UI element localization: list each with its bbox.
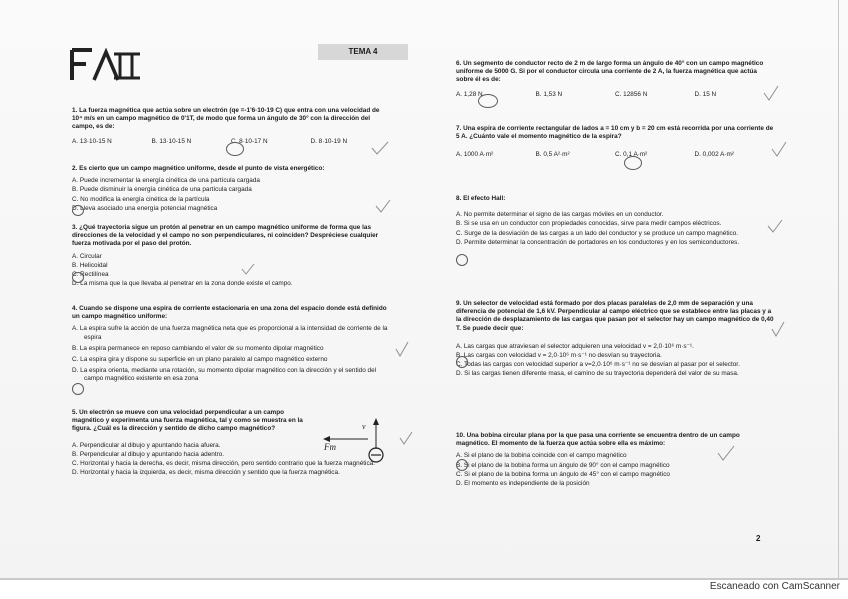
faculty-logo-icon: [70, 48, 142, 82]
question-3: [72, 224, 390, 289]
q1-option-b[interactable]: B. 13·10-15 N: [151, 137, 192, 145]
q2-option-c[interactable]: C. No modifica la energía cinética de la partícula: [72, 195, 210, 203]
question-1-text: 1. La fuerza magnética que actúa sobre un electrón (qe =-1'6·10-19 C) que entra con una velocidad de 10⁴ m/s en un campo magnético de 0'1T, de modo que forma un ángulo de 30° con la dirección del campo, es de:: [72, 107, 380, 131]
q7-option-b[interactable]: B. 0,5 A²·m²: [535, 151, 570, 159]
question-4: [72, 305, 390, 387]
q9-option-a[interactable]: A. Las cargas que atraviesan el selector adquieren una velocidad v = 2,0·10⁶ m·s⁻¹.: [456, 342, 694, 350]
question-4-text: 4. Cuando se dispone una espira de corriente estacionaria en una zona del espacio donde está definido un campo magnético uniforme:: [72, 305, 387, 321]
question-7-text: 7. Una espira de corriente rectangular de lados a = 10 cm y b = 20 cm está recorrida por una corriente de 5 A. ¿Cuánto vale el momento magnético de la espira?: [456, 125, 774, 141]
page-bottom-edge: [0, 578, 848, 580]
q2-option-d[interactable]: D. Lleva asociado una energía potencial magnética: [72, 204, 218, 212]
q5-option-d[interactable]: D. Horizontal y hacia la izquierda, es decir, misma dirección y sentido que la fuerza magnética.: [72, 469, 340, 477]
q10-option-c[interactable]: C. Si el plano de la bobina forma un ángulo de 45° con el campo magnético: [456, 470, 670, 478]
answer-circle-q8: [456, 254, 468, 266]
q6-option-a[interactable]: A. 1,28 N: [456, 90, 483, 98]
check-mark-icon: [770, 320, 786, 338]
page-right-edge: [838, 0, 839, 578]
check-mark-icon: [770, 140, 788, 158]
q5-option-a[interactable]: A. Perpendicular al dibujo y apuntando hacia afuera.: [72, 441, 221, 449]
q5-option-b[interactable]: B. Perpendicular al dibujo y apuntando hacia adentro.: [72, 450, 225, 458]
answer-circle-q10: [456, 459, 468, 471]
check-mark-icon: [716, 444, 736, 462]
q4-option-d[interactable]: D. La espira orienta, mediante una rotación, su momento dipolar magnético con la dirección y el sentido del campo magnético existente en esa zona: [72, 367, 377, 383]
q8-option-d[interactable]: D. Permite determinar la concentración de portadores en los conductores y en los semiconductores.: [456, 238, 740, 246]
answer-circle-q1: [226, 142, 244, 156]
question-6-text: 6. Un segmento de conductor recto de 2 m de largo forma un ángulo de 40° con un campo magnético uniforme de 5000 G. Si por el conductor circula una corriente de 2 A, la fuerza magnética que actúa sobre él es de:: [456, 60, 764, 84]
q1-option-a[interactable]: A. 13·10-15 N: [72, 137, 112, 145]
answer-circle-q3: [72, 272, 84, 283]
q3-option-c[interactable]: C. Rectilínea: [72, 271, 109, 279]
q2-option-b[interactable]: B. Puede disminuir la energía cinética de una partícula cargada: [72, 186, 252, 194]
check-mark-icon: [398, 430, 414, 446]
question-6: [456, 60, 774, 99]
q4-option-b[interactable]: B. La espira permanece en reposo cambiando el valor de su momento dipolar magnético: [72, 344, 324, 352]
velocity-label: v: [362, 422, 366, 431]
q8-option-a[interactable]: A. No permite determinar el signo de las cargas móviles en un conductor.: [456, 211, 664, 219]
check-mark-icon: [762, 84, 780, 102]
question-8: [456, 195, 774, 248]
q1-option-d[interactable]: D. 8·10-19 N: [310, 137, 348, 145]
question-2-text: 2. Es cierto que un campo magnético uniforme, desde el punto de vista energético:: [72, 165, 325, 172]
question-2: [72, 165, 390, 214]
q6-option-b[interactable]: B. 1,53 N: [535, 90, 563, 98]
q3-option-b[interactable]: B. Helicoidal: [72, 261, 108, 269]
q6-option-c[interactable]: C. 12856 N: [615, 90, 648, 98]
question-3-text: 3. ¿Qué trayectoria sigue un protón al penetrar en un campo magnético uniforme de forma que las direcciones de la velocidad y el campo no son perpendiculares, ni coinciden? Despréciese cualquier fuerza motivada por el paso del protón.: [72, 224, 379, 248]
question-8-text: 8. El efecto Hall:: [456, 195, 506, 202]
page-number: 2: [756, 534, 761, 543]
question-1: [72, 107, 390, 146]
q9-option-c[interactable]: C. Todas las cargas con velocidad superior a v=2,0·10⁶ m·s⁻¹ no se desvían al pasar por el selector.: [456, 361, 740, 369]
question-9: [456, 300, 774, 380]
check-mark-icon: [394, 340, 410, 358]
question-7: [456, 125, 774, 160]
q10-option-b[interactable]: B. Si el plano de la bobina forma un ángulo de 90° con el campo magnético: [456, 461, 670, 469]
q7-option-a[interactable]: A. 1000 A·m²: [456, 151, 494, 159]
force-label: Fm: [324, 442, 336, 452]
q8-option-b[interactable]: B. Si se usa en un conductor con propiedades conocidas, sirve para medir campos eléctricos.: [456, 220, 722, 228]
q9-option-b[interactable]: B. Las cargas con velocidad v = 2,0·10⁶ m·s⁻¹ no desvían su trayectoria.: [456, 352, 662, 360]
q2-option-a[interactable]: A. Puede incrementar la energía cinética de una partícula cargada: [72, 177, 260, 185]
q4-option-a[interactable]: A. La espira sufre la acción de una fuerza magnética neta que es proporcional a la intensidad de corriente de la espira: [72, 325, 388, 341]
answer-circle-q4: [72, 383, 84, 395]
check-mark-icon: [240, 262, 256, 276]
check-mark-icon: [374, 198, 392, 214]
question-9-text: 9. Un selector de velocidad está formado por dos placas paralelas de 2,0 mm de separación y una diferencia de potencial de 1,6 kV. Perpendicular al campo eléctrico que se establece entre las placas y a la dirección de desplazamiento de las cargas que pasan por el selector hay un campo magnético de 0,40 T. Se puede decir que:: [456, 300, 774, 332]
q3-option-d[interactable]: D. La misma que la que llevaba al penetrar en la zona donde existe el campo.: [72, 280, 293, 288]
q10-option-a[interactable]: A. Si el plano de la bobina coincide con el campo magnético: [456, 452, 627, 460]
answer-circle-q7: [624, 156, 642, 170]
q7-option-c[interactable]: C. 0,1 A·m²: [615, 151, 648, 159]
q9-option-d[interactable]: D. Si las cargas tienen diferente masa, el camino de su trayectoria dependerá del valor de su masa.: [456, 370, 739, 378]
velocity-arrowhead: [373, 418, 379, 425]
q1-option-c[interactable]: C. 8·10-17 N: [231, 137, 268, 145]
check-mark-icon: [370, 140, 390, 156]
q4-option-c[interactable]: C. La espira gira y dispone su superficie en un plano paralelo al campo magnético externo: [72, 356, 328, 364]
answer-circle-q6: [478, 94, 498, 108]
q6-option-d[interactable]: D. 15 N: [694, 90, 717, 98]
question-5-text: 5. Un electrón se mueve con una velocidad perpendicular a un campo magnético y experimenta una fuerza magnética, tal y como se muestra en la figura. ¿Cuál es la dirección y sentido de dicho campo magnético?: [72, 409, 303, 433]
q5-option-c[interactable]: C. Horizontal y hacia la derecha, es decir, misma dirección, pero sentido contrario que la fuerza magnética.: [72, 460, 375, 468]
question-10-text: 10. Una bobina circular plana por la que pasa una corriente se encuentra dentro de un campo magnético. El momento de la fuerza que actúa sobre ella es máximo:: [456, 432, 740, 448]
q10-option-d[interactable]: D. El momento es independiente de la posición: [456, 480, 590, 488]
answer-circle-q9: [456, 356, 468, 368]
q3-option-a[interactable]: A. Circular: [72, 252, 102, 260]
q8-option-c[interactable]: C. Surge de la desviación de las cargas a un lado del conductor y se produce un campo magnético.: [456, 229, 739, 237]
scanner-watermark: Escaneado con CamScanner: [709, 581, 840, 592]
q7-option-d[interactable]: D. 0,002 A·m²: [694, 151, 734, 159]
tema-heading: TEMA 4: [318, 44, 408, 60]
check-mark-icon: [766, 218, 784, 234]
electron-force-figure: [318, 413, 398, 471]
answer-circle-q2: [72, 205, 84, 216]
